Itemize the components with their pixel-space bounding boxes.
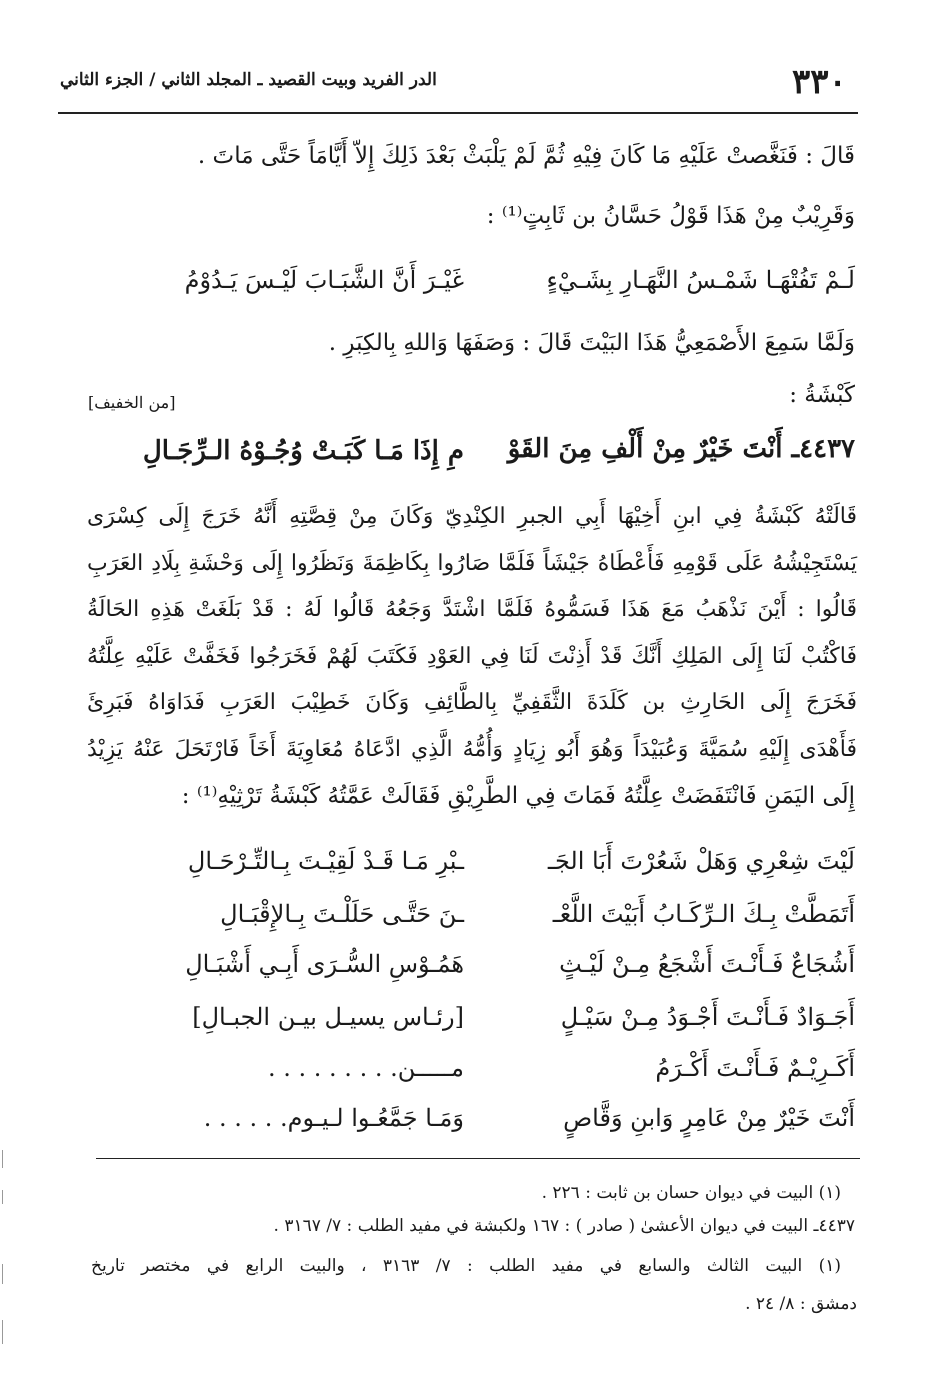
verse-second-hemistich: ـبْرِ مَـا قَـدْ لَقِيْـتَ بِـالتِّـرْحَـالِ [187, 847, 464, 875]
verse-first-hemistich: لَـمْ تَفُتْهَـا شَمْـسُ النَّهَـارِ بِشَـيْءٍ [546, 266, 855, 294]
verse-second-hemistich: هَمُـوْسِ السُّـرَى أَبِـي أَشْبَـالِ [185, 950, 464, 978]
verse-first-hemistich: أَشُجَاعٌ فَـأَنْـتَ أَشْجَعُ مِـنْ لَيْـثٍ [559, 950, 855, 978]
scan-margin-mark [2, 1320, 3, 1344]
prose-line: قَالُوا : أَيْنَ نَذْهَبُ مَعَ هَذَا فَسَمُّوهُ فَلَمَّا اشْتَدَّ وَجَعُهُ قَالُوا لَهُ : قَدْ بَلَغَتْ هَذِهِ الحَالَةُ [87, 597, 857, 622]
footnote-divider [96, 1158, 860, 1159]
verse-first-hemistich: لَيْتَ شِعْرِي وَهَلْ شَعُرْتَ أَبَا الجَـ [547, 847, 855, 875]
prose-line: فَخَرَجَ إِلَى الحَارِثِ بن كَلَدَةَ الثَّقَفِيِّ بِالطَّائِفِ وَكَانَ خَطِيْبَ العَرَبِ فَدَاوَاهُ فَبَرِئَ [87, 690, 857, 715]
footnote-continuation: دمشق : ٨/ ٢٤ . [745, 1294, 857, 1314]
poem-heading-first-hemistich [485, 434, 855, 464]
verse-second-hemistich: غَيْـرَ أَنَّ الشَّبَـابَ لَيْـسَ يَـدُوْمُ [184, 266, 464, 294]
verse-first-hemistich: أَنْتَ خَيْرٌ مِنْ عَامِرٍ وَابنِ وَقَّاصٍ [563, 1104, 855, 1132]
poet-name: كَبْشَةُ : [789, 382, 855, 408]
prose-line: فَأَهْدَى إِلَيْهِ سُمَيَّةَ وَعُبَيْدَاً وَهُوَ أَبُو زِيَادٍ وَأُمُّهُ الَّذِي ادَّعَاهُ مُعَاوِيَةَ أَخَاً فَارْتَحَلَ عَنْهُ يَزِيْدُ [87, 737, 857, 762]
prose-line: إِلَى اليَمَنِ فَانْتَفَضَتْ عِلَّتُهُ فَمَاتَ فِي الطَّرِيْقِ فَقَالَتْ عَمَّتُهُ كَبْشَةُ تَرْثِيْهِ⁽¹⁾ : [181, 783, 855, 809]
verse-first-hemistich: أَنْتَ خَيْرٌ مِنْ أَلْفِ مِنَ القَوْ [507, 434, 783, 464]
header-divider [58, 112, 858, 114]
prose-line: وَقَرِيْبٌ مِنْ هَذَا قَوْلُ حَسَّانُ بن ثَابِتٍ⁽¹⁾ : [486, 203, 855, 229]
verse-second-hemistich: وَمَـا جَمَّعُـوا لـيـوم. . . . . . [203, 1104, 464, 1132]
prose-line: فَاكْتُبْ لَنَا إِلَى المَلِكِ أَنَّكَ قَدْ أَذِنْتَ لَنَا فِي العَوْدِ فَكَتَبَ لَهُمْ فَخَرَجُوا فَخَفَّتْ عَلَيْهِ عِلَّتُهُ [87, 644, 857, 669]
prose-line: وَلَمَّا سَمِعَ الأَصْمَعِيُّ هَذَا البَيْتَ قَالَ : وَصَفَهَا وَاللهِ بِالكِبَرِ . [328, 330, 855, 356]
verse-first-hemistich: أَجَـوَادٌ فَـأَنْـتَ أَجْـوَدُ مِـنْ سَيْـلٍ [560, 1003, 855, 1031]
scan-margin-mark [2, 1190, 3, 1204]
prose-line: يَسْتَجِيْشُهُ عَلَى قَوْمِهِ فَأَعْطَاهُ جَيْشَاً فَلَمَّا صَارُوا بِكَاظِمَةَ وَنَظَرُوا إِلَى وَحْشَةِ بِلَادِ العَرَبِ [87, 551, 857, 576]
prose-line: قَالَ : فَنَغَّصتْ عَلَيْهِ مَا كَانَ فِيْهِ ثُمَّ لَمْ يَلْبَثْ بَعْدَ ذَلِكَ إِلاّ أَيَّامَاً حَتَّى مَاتَ . [197, 143, 855, 169]
scan-margin-mark [2, 1264, 3, 1284]
running-header-title: الدر الفريد وبيت القصيد ـ المجلد الثاني / الجزء الثاني [60, 70, 437, 90]
scan-margin-mark [2, 1150, 3, 1168]
verse-second-hemistich: [رئـاس يسيـل بيـن الجبـالِ] [192, 1003, 464, 1031]
verse-second-hemistich: ـنَ حَتَّـى حَلَلْـتَ بِـالإِقْبَـالِ [220, 900, 464, 928]
footnote: ٤٤٣٧ـ البيت في ديوان الأعشىٰ ( صادر ) : ١٦٧ ولكبشة في مفيد الطلب : ٧/ ٣١٦٧ . [273, 1216, 855, 1236]
footnote: (١) البيت الثالث والسابع في مفيد الطلب : ٧/ ٣١٦٣ ، والبيت الرابع في مختصر تاريخ [91, 1256, 841, 1276]
page-number: ٣٣٠ [792, 62, 847, 102]
verse-second-hemistich: مِ إِذَا مَـا كَبَـتْ وُجُـوْهُ الـرِّجَـالِ [142, 436, 464, 466]
verse-second-hemistich: مـــــن. . . . . . . . . [268, 1054, 464, 1082]
footnote: (١) البيت في ديوان حسان بن ثابت : ٢٢٦ . [541, 1183, 841, 1203]
verse-first-hemistich: أَتَمَطَّتْ بِـكَ الـرِّكَـابُ أَبَيْتَ اللَّعْـ [552, 900, 855, 928]
verse-first-hemistich: أَكَـرِيْـمٌ فَـأَنْـتَ أَكْـرَمُ [655, 1054, 855, 1082]
poem-number: ٤٤٣٧ـ [791, 434, 855, 464]
meter-label: [من الخفيف] [88, 393, 176, 412]
prose-line: قَالَتْهُ كَبْشَةُ فِي ابنِ أَخِيْهَا أَبِي الجبرِ الكِنْدِيّ وَكَانَ مِنْ قِصَّتِهِ أَنَّهُ خَرَجَ إِلَى كِسْرَى [87, 504, 857, 529]
